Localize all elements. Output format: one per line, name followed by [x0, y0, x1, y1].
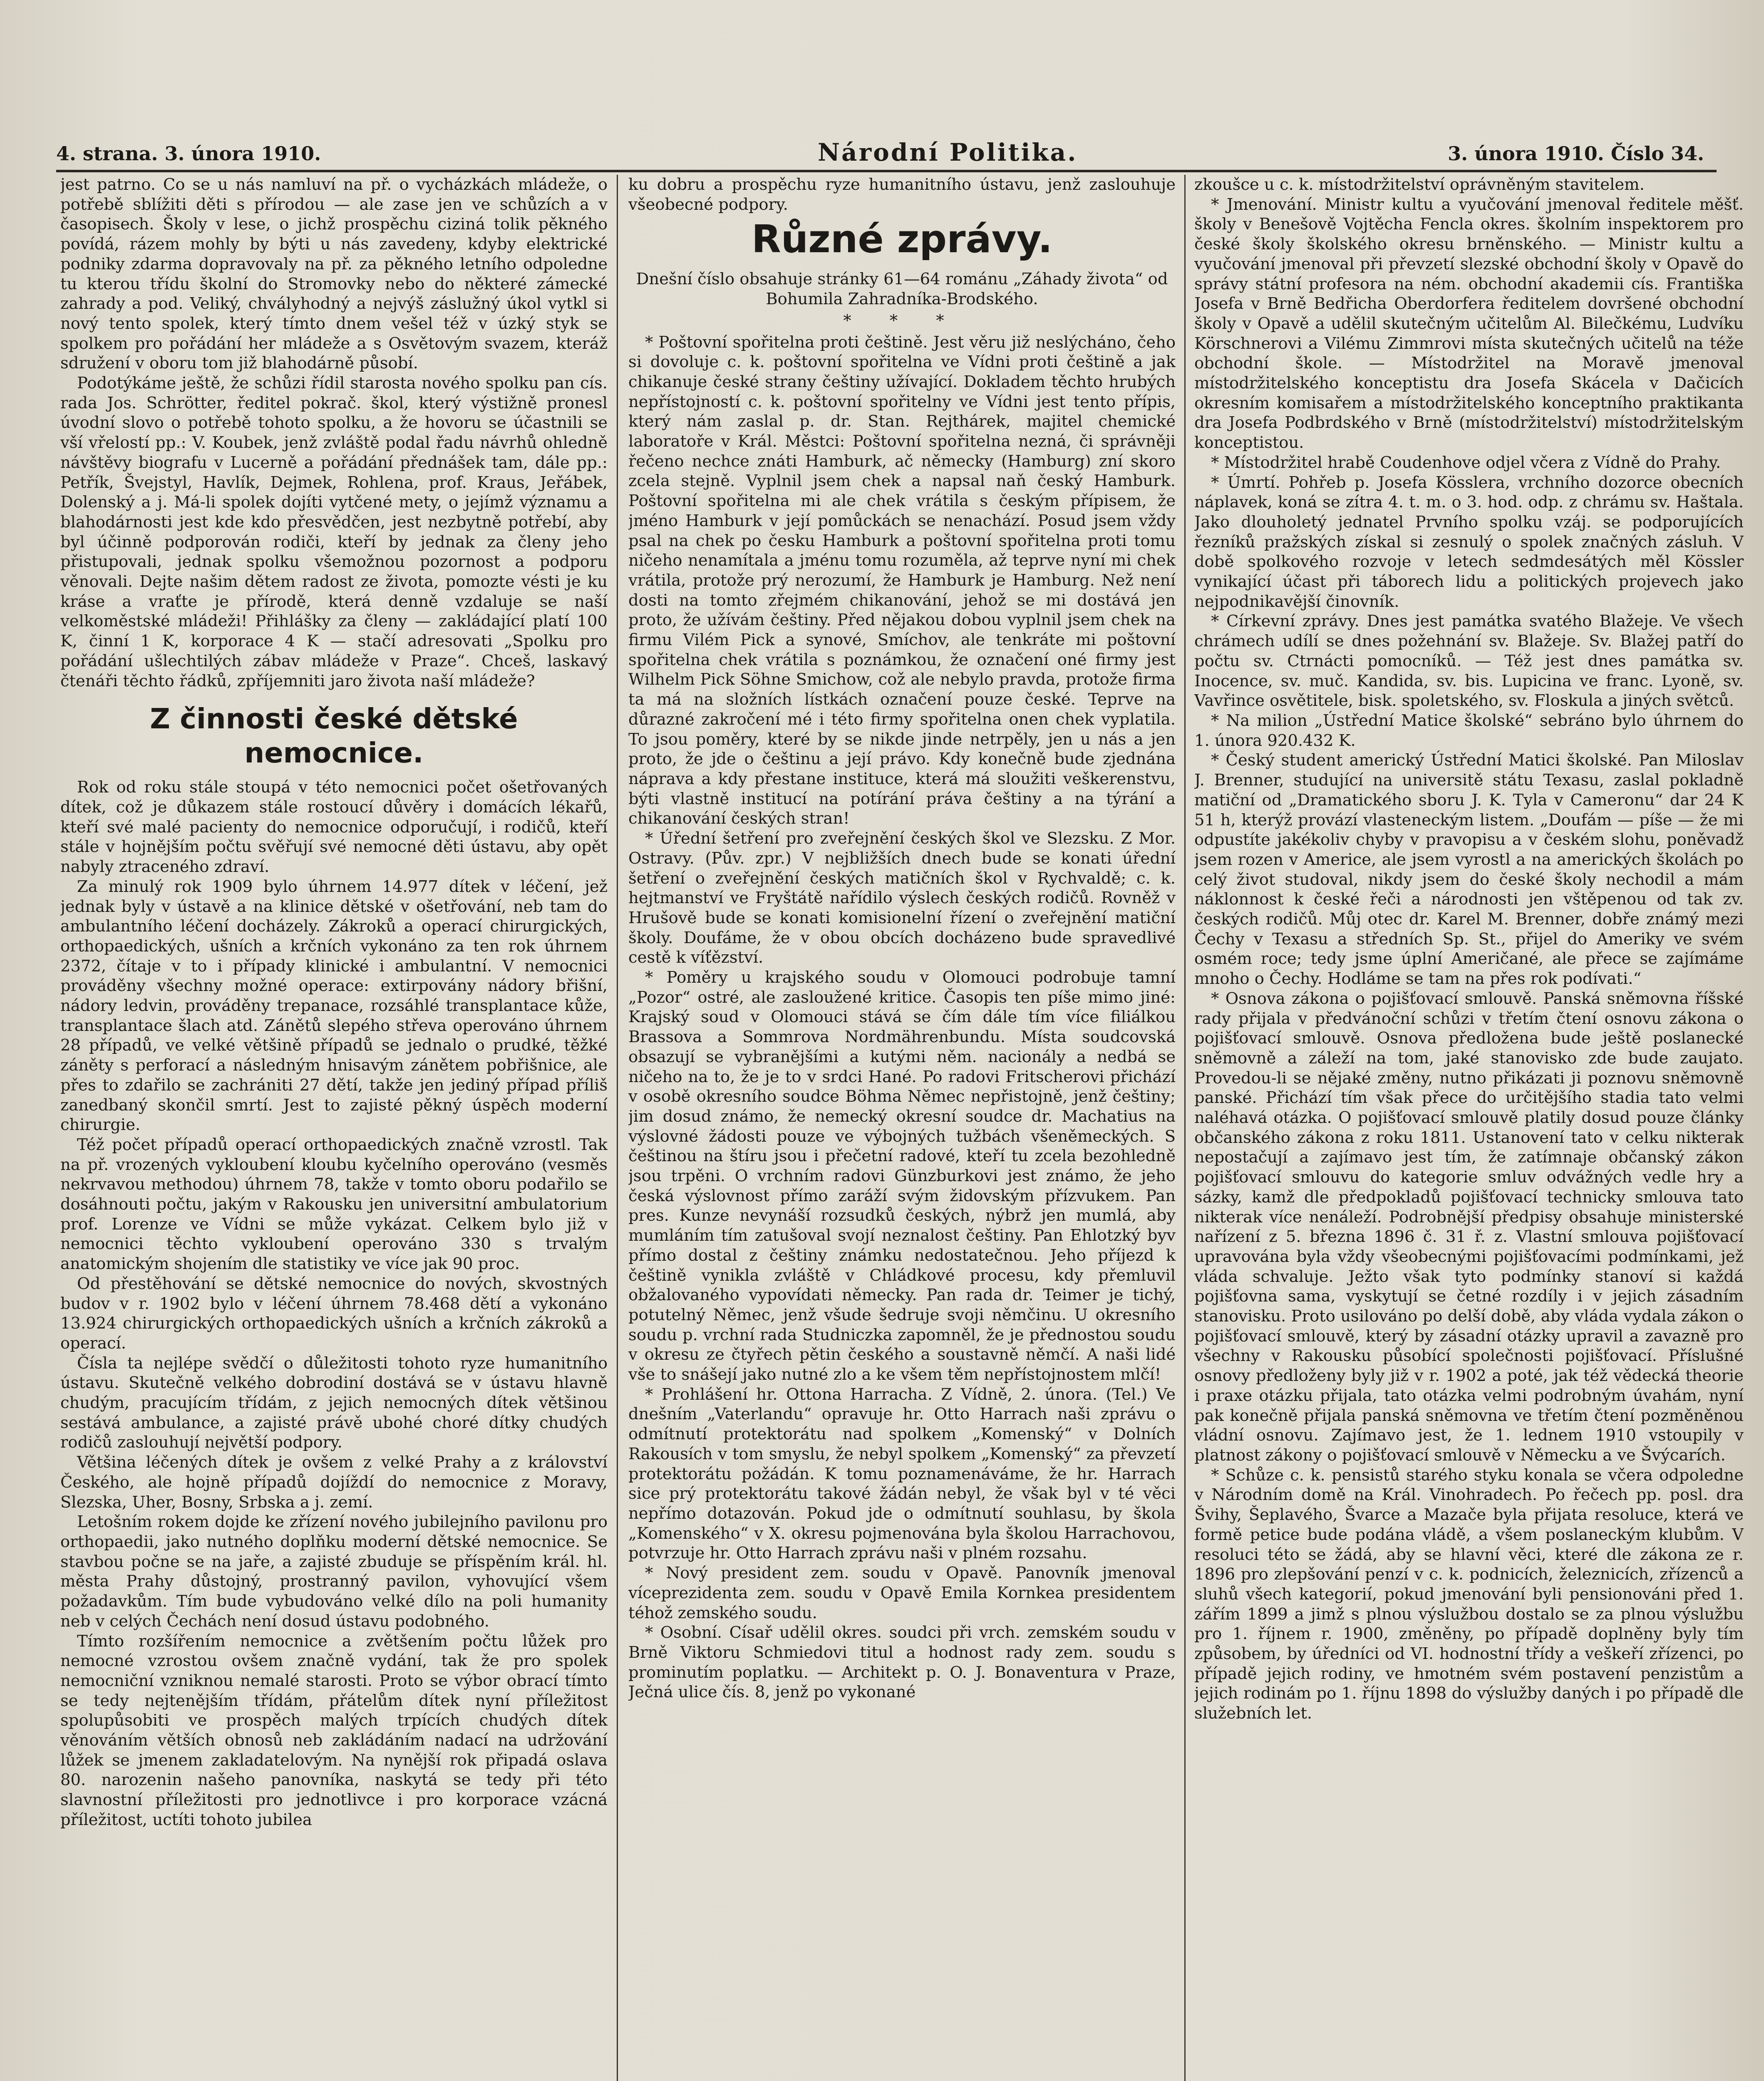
column-rule	[1184, 175, 1186, 2081]
lead-note: Dnešní číslo obsahuje stránky 61—64 románu „Záhady života“ od Bohumila Zahradníka-Brodského.	[636, 270, 1168, 309]
section-heading: Z činnosti české dětské nemocnice.	[150, 703, 518, 770]
news-item: * Úmrtí. Pohřeb p. Josefa Kösslera, vrchního dozorce obecních náplavek, koná se zítra 4. t. m. o 3. hod. odp. z chrámu sv. Haštala. Jako dlouholetý jednatel Prvního spolku vzáj. se podporujících řezníků pražských získal si zesnulý o spolek značných zásluh. V době spolkového rozvoje v letech sedmdesátých měl Kössler vynikající účast při táborech lidu a politických projevech jako nejpodnikavější činovník.	[1194, 473, 1744, 611]
news-item: * Církevní zprávy. Dnes jest památka svatého Blažeje. Ve všech chrámech udílí se dnes požehnání sv. Blažeje. Sv. Blažej patří do počtu sv. Ctrnácti pomocníků. — Též jest dnes památka sv. Inocence, sv. muč. Kandida, sv. bis. Lupicina ve franc. Lyoně, sv. Vavřince osvětitele, bisk. spoletského, sv. Floskula a jiných světců.	[1194, 612, 1744, 710]
article-paragraph: Tímto rozšířením nemocnice a zvětšením počtu lůžek pro nemocné vzrostou ovšem značně vydání, tak že pro spolek nemocniční vzniknou nemalé starosti. Proto se výbor obrací tímto se tedy nejtenějším třídám, přátelům dítek nyní příležitost spolupůsobiti ve prospěch malých trpících chudých dítek věnováním větších obnosů neb zakládáním nadací na udržování lůžek se jmenem zakladatelovým. Na nynější rok připadá oslava 80. narozenin našeho panovníka, naskytá se tedy při této slavnostní příležitosti pro jednotlivce i pro korporace vzácná příležitost, uctíti tohoto jubilea	[60, 1632, 608, 1829]
issue-date-number: 3. února 1910. Číslo 34.	[1448, 142, 1704, 165]
news-item: * Poměry u krajského soudu v Olomouci podrobuje tamní „Pozor“ ostré, ale zasloužené kritice. Časopis ten píše mimo jiné: Krajský soud v Olomouci stává se čím dále tím více filiálkou Brassova a Sommrova Nordmährenbundu. Místa soudcovská obsazují se vybranějšími a kutými něm. nacionály a nedbá se ničeho na to, že je to v srdci Hané. Po radovi Fritscherovi přichází v osobě okresního soudce Böhma Němec nepřistojně, jenž češtiny; jim dosud známo, že nemecký okresní soudce dr. Machatius na výslovné žádosti pouze ve výbojných tužbách všeněmeckých. S češtinou na štíru jsou i přečetní radové, kteří tu zcela bezohledně jsou trpěni. O vrchním radovi Günzburkovi jest známo, že jeho česká výslovnost přímo zaráží svým židovským přízvukem. Pan pres. Kunze nevynáší rozsudků českých, nýbrž jen mumlá, aby mumláním tím zatušoval svojí neznalost češtiny. Pan Ehlotzký byv přímo dostal z češtiny známku nedostatečnou. Jeho příjezd k češtině vynikla zvláště v Chládkové procesu, kdy přemluvil obžalovaného vypovídati německy. Pan rada dr. Teimer je tichý, potutelný Němec, jenž všude šedruje svoji němčinu. U okresního soudu p. vrchní rada Studniczka zapomněl, že je přednostou soudu v okresu ze čtyřech pětin českého a soustavně němčí. A naši lidé vše to snášejí jako nutné zlo a ke všem těm nepřístojnostem mlčí!	[628, 968, 1176, 1384]
article-paragraph: Letošním rokem dojde ke zřízení nového jubilejního pavilonu pro orthopaedii, jako nutného doplňku moderní dětské nemocnice. Se stavbou počne se na jaře, a zajisté zbuduje se příspěním král. hl. města Prahy důstojný, prostranný pavilon, vyhovující všem požadavkům. Tím bude vybudováno velké dílo na poli humanity neb v celých Čechách není dosud ústavu podobného.	[60, 1512, 608, 1631]
news-item: * Úřední šetření pro zveřejnění českých škol ve Slezsku. Z Mor. Ostravy. (Pův. zpr.) V nejbližších dnech bude se konati úřední šetření o zveřejnění českých matičních škol v Rychvaldě; c. k. hejtmanství ve Fryštátě nařídilo výslech českých rodičů. Rovněž v Hrušově bude se konati komisionelní řízení o zveřejnění matiční školy. Doufáme, že v obou obcích docházeno bude spravedlivé cestě k víťězství.	[628, 829, 1176, 967]
article-paragraph: jest patrno. Co se u nás namluví na př. o vycházkách mládeže, o potřebě sblížiti děti s přírodou — ale zase jen ve schůzích a v časopisech. Školy v lese, o jichž prospěchu ciziná tolik pěkného povídá, rázem mohly by býti u nás zavedeny, kdyby elektrické podniky zdarma dopravovaly na př. za pěkného letního odpoledne tu kterou třídu školní do Stromovky nebo do některé zámecké zahrady a pod. Veliký, chvályhodný a nejvýš záslužný úkol vytkl si nový tento spolek, který tímto dnem vešel též v úzký styk se spolkem pro pořádání her mládeže a s Osvětovým svazem, kteráž sdružení v oboru tom již blahodárně působí.	[60, 175, 608, 373]
news-item: * Jmenování. Ministr kultu a vyučování jmenoval ředitele měšť. školy v Benešově Vojtěcha Fencla okres. školním inspektorem pro české školy školského okresu brněnského. — Ministr kultu a vyučování jmenoval při převzetí slezské obchodní školy v Opavě do správy státní profesora na ném. obchodní akademii cís. Františka Josefa v Brně Bedřicha Oberdorfera ředitelem dovršené obchodní školy v Opavě a udělil skutečným učitelům Al. Bilečkému, Ludvíku Körschnerovi a Vilému Zimmrovi místa skutečných učitelů na téže obchodní škole. — Místodržitel na Moravě jmenoval místodržitelského konceptistu dra Josefa Skácela v Dačicích okresním komisařem a místodržitelského konceptního praktikanta dra Josefa Podbrdského v Brně (místodržitelství) místodržitelským konceptistou.	[1194, 195, 1744, 452]
newspaper-title: Národní Politika.	[818, 138, 1078, 166]
news-item: * Prohlášení hr. Ottona Harracha. Z Vídně, 2. února. (Tel.) Ve dnešním „Vaterlandu“ opravuje hr. Otto Harrach naši zprávu o odmítnutí protektorátu nad spolkem „Komenský“ v Dolních Rakousích v tom smyslu, že nebyl spolkem „Komenský“ za převzetí protektorátu požádán. K tomu poznamenáváme, že hr. Harrach sice prý protektorátu takové žádán nebyl, že však byl v té věci nepřímo dotazován. Pokud jde o odmítnutí souhlasu, by škola „Komenského“ v X. okresu pojmenována byla školou Harrachovou, potvrzuje hr. Otto Harrach zprávu naši v plném rozsahu.	[628, 1385, 1176, 1563]
column-rule	[617, 175, 618, 2081]
article-paragraph: Podotýkáme ještě, že schůzi řídil starosta nového spolku pan cís. rada Jos. Schrötter, ředitel pokrač. škol, který výstižně pronesl úvodní slovo o potřebě tohoto spolku, a že hovoru se účastnili se vší vřelostí pp.: V. Koubek, jenž zvláště podal řadu návrhů ohledně návštěvy biografu v Lucerně a pořádání přednášek tam, dále pp.: Petřík, Švejstyl, Havlík, Dejmek, Rohlena, prof. Kraus, Jeřábek, Dolenský a j. Má-li spolek dojíti vytčené mety, o jejímž významu a blahodárnosti jest kde kdo přesvědčen, jest nezbytně potřebí, aby byl účinně podporován rodiči, kteří by jednak za členy jeho přistupovali, jednak spolku všemožnou pozornost a podporu věnovali. Dejte našim dětem radost ze života, pomozte vésti je ku kráse a vraťte je přírodě, která denně vzdaluje se naší velkoměstské mládeži! Přihlášky za členy — zakládající platí 100 K, činní 1 K, korporace 4 K — stačí adresovati „Spolku pro pořádání ušlechtilých zábav mládeže v Praze“. Chceš, laskavý čtenáři těchto řádků, zpříjemniti jaro života naší mládeže?	[60, 374, 608, 690]
news-item: * Místodržitel hrabě Coudenhove odjel včera z Vídně do Prahy.	[1211, 453, 1721, 472]
page-header	[56, 132, 1717, 172]
article-paragraph: Od přestěhování se dětské nemocnice do nových, skvostných budov v r. 1902 bylo v léčení úhrnem 78.468 dětí a vykonáno 13.924 chirurgických orthopaedických ušních a krčních zákroků a operací.	[60, 1274, 608, 1353]
separator-stars: * * *	[843, 311, 961, 330]
article-paragraph: Též počet případů operací orthopaedických značně vzrostl. Tak na př. vrozených vykloubení kloubu kyčelního operováno (vesměs nekrvavou methodou) úhrnem 78, takže v tomto oboru podařilo se dosáhnouti počtu, jakým v Rakousku jen universitní ambulatorium prof. Lorenze ve Vídni se může vykázat. Celkem bylo již v nemocnici těchto vykloubení operováno 330 s trvalým anatomickým shojením dle statistiky ve více jak 90 proc.	[60, 1135, 608, 1274]
article-paragraph: zkoušce u c. k. místodržitelství oprávněným stavitelem.	[1194, 175, 1645, 194]
page-number-date: 4. strana. 3. února 1910.	[56, 142, 321, 165]
news-item: * Osnova zákona o pojišťovací smlouvě. Panská sněmovna říšské rady přijala v předvánoční schůzi v třetím čtení osnovu zákona o pojišťovací smlouvě. Osnova předložena bude ještě poslanecké sněmovně a záleží na tom, jaké stanovisko zde bude zaujato. Provedou-li se nějaké změny, nutno přikázati ji poznovu sněmovně panské. Přichází tím však přece do určitějšího stadia tato velmi naléhavá otázka. O pojišťovací smlouvě platily dosud pouze články občanského zákona z roku 1811. Ustanovení tato v celku nikterak nepostačují a zajímavo jest tím, že zatímnaje občanský zákon pojišťovací smlouvu do kategorie smluv odvážných vedle hry a sázky, kamž dle předpokladů pojišťovací technicky smlouva tato nikterak více nenáleží. Podrobnější předpisy obsahuje ministerské nařízení z 5. března 1896 č. 31 ř. z. Vlastní smlouva pojišťovací upravována byla vždy všeobecnými pojišťovacími podmínkami, jež vláda schvaluje. Ježto však tyto podmínky stanoví si každá pojišťovna sama, vyskytují se četné rozdíly i v jejich zásadním stanovisku. Proto usilováno po delší době, aby vláda vydala zákon o pojišťovací smlouvě, který by zásadní otázky upravil a zavazně pro všechny v Rakousku působící společnosti pojišťovací. Příslušné osnovy předloženy byly již v r. 1902 a poté, jak též vědecká theorie i praxe otázku přijala, tato otázka velmi podrobným úvahám, nyní pak konečně přijala panská sněmovna ve třetím čtení pozměněnou vládní osnovu. Zajímavo jest, že 1. lednem 1910 vstoupily v platnost zákony o pojišťovací smlouvě v Německu a ve Švýcarích.	[1194, 989, 1744, 1465]
column-1	[60, 175, 608, 2081]
article-paragraph: Rok od roku stále stoupá v této nemocnici počet ošetřovaných dítek, což je důkazem stále rostoucí důvěry i domácích lékařů, kteří své malé pacienty do nemocnice odporučují, i rodičů, kteří stále v hojnějším počtu svěřují své nemocné děti ústavu, aby opět nabyly ztraceného zdraví.	[60, 778, 608, 877]
news-item: * Osobní. Císař udělil okres. soudci při vrch. zemském soudu v Brně Viktoru Schmiedovi titul a hodnost rady zem. soudu s prominutím poplatku. — Architekt p. O. J. Bonaventura v Praze, Ječná ulice čís. 8, jenž po vykonané	[628, 1623, 1176, 1702]
section-heading: Různé zprávy.	[751, 217, 1053, 262]
column-2	[628, 175, 1176, 2081]
article-paragraph: ku dobru a prospěchu ryze humanitního ústavu, jenž zaslouhuje všeobecné podpory.	[628, 175, 1176, 214]
news-item: * Na milion „Ústřední Matice školské“ sebráno bylo úhrnem do 1. února 920.432 K.	[1194, 711, 1744, 750]
news-item: * Poštovní spořitelna proti češtině. Jest věru již neslýcháno, čeho si dovoluje c. k. poštovní spořitelna ve Vídni proti češtině a jak chikanuje české strany češtiny užívající. Dokladem těchto hrubých nepřístojností c. k. poštovní spořitelny ve Vídni jest tento přípis, který nám zaslal p. dr. Stan. Rejthárek, majitel chemické laboratoře v Král. Městci: Poštovní spořitelna nezná, či správněji řečeno nechce znáti Hamburk, ač německy (Hamburg) zní skoro zcela stejně. Vyplnil jsem chek a napsal naň český Hamburk. Poštovní spořitelna mi ale chek vrátila s českým přípisem, že jméno Hamburk v její pomůckách se nenachází. Posud jsem vždy psal na chek po česku Hamburk a poštovní spořitelna proti tomu ničeho nenamítala a jménu tomu rozuměla, až teprve nyní mi chek vrátila, protože prý nerozumí, že Hamburk je Hamburg. Než není dosti na tomto zřejmém chikanování, jehož se mi dostává jen proto, že užívám češtiny. Před nějakou dobou vyplnil jsem chek na firmu Vilém Pick a synové, Smíchov, ale tenkráte mi poštovní spořitelna chek vrátila s poznámkou, že označení oné firmy jest Wilhelm Pick Söhne Smichow, což ale nebylo pravda, protože firma ta má na složních lístkách označení pouze české. Teprve na důrazné zakročení mé i této firmy spořitelna onen chek vyplatila. To jsou poměry, které by se nikde jinde netrpěly, jen u nás a jen proto, že jde o češtinu a její právo. Kdy konečně bude zjednána náprava a kdy přestane instituce, která má sloužiti veškerenstvu, býti vlastně institucí na potírání práva češtiny a na týrání a chikanování českých stran!	[628, 333, 1176, 828]
news-item: * Nový president zem. soudu v Opavě. Panovník jmenoval víceprezidenta zem. soudu v Opavě Emila Kornkea presidentem téhož zemského soudu.	[628, 1564, 1176, 1622]
news-item: * Český student americký Ústřední Matici školské. Pan Miloslav J. Brenner, studující na universitě státu Texasu, zaslal pokladně matiční od „Dramatického sboru J. K. Tyla v Cameronu“ dar 24 K 51 h, kterýž provází vlasteneckým listem. „Doufám — píše — že mi odpustíte jakékoliv chyby v pravopisu a v českém slohu, poněvadž jsem rozen v Americe, ale jsem vyrostl a na amerických školách po celý život studoval, nikdy jsem do české školy nechodil a mám náklonnost k české řeči a národnosti jen vštěpenou od tak zv. českých rodičů. Můj otec dr. Karel M. Brenner, dobře známý mezi Čechy v Texasu a středních Sp. St., přijel do Ameriky ve svém osmém roce; tedy jsme úplní Američané, ale přece se zajímáme mnoho o Čechy. Hodláme se tam na přes rok podívati.“	[1194, 751, 1744, 988]
article-paragraph: Čísla ta nejlépe svědčí o důležitosti tohoto ryze humanitního ústavu. Skutečně velkého dobrodiní dostává se v ústavu hlavně chudým, pracujícím třídám, z jejich nemocných dítek většinou sestává ambulance, a zajisté právě ubohé choré dítky chudých rodičů zaslouhují největší podpory.	[60, 1353, 608, 1452]
news-item: * Schůze c. k. pensistů starého styku konala se včera odpoledne v Národním domě na Král. Vinohradech. Po řečech pp. posl. dra Švihy, Šeplavého, Švarce a Mazače byla přijata resoluce, která ve formě petice bude podána vládě, a všem poslaneckým klubům. V resoluci této se žádá, aby se hlavní věci, které dle zákona ze r. 1896 pro zlepšování penzí v c. k. podnicích, železnicích, zřízenců a sluhů všech kategorií, pokud jmenování byli pensionováni před 1. zářím 1899 a jimž s plnou výslužbou dostalo se za plnou výslužbu pro 1. říjnem r. 1900, změněny, po případě doplněny byly tím způsobem, by úředníci od VI. hodnostní třídy a veškeří zřízenci, po případě jejich rodiny, ve hmotném svém postavení penzistům a jejich rodinám po 1. říjnu 1898 do výslužby daných i po případě dle služebních let.	[1194, 1465, 1744, 1723]
article-paragraph: Za minulý rok 1909 bylo úhrnem 14.977 dítek v léčení, jež jednak byly v ústavě a na klinice dětské v ošetřování, neb tam do ambulantního léčení docházely. Zákroků a operací chirurgických, orthopaedických, ušních a krčních vykonáno za ten rok úhrnem 2372, čítaje v to i případy klinické i ambulantní. V nemocnici prováděny všechny možné operace: extirpovány nádory břišní, nádory ledvin, prováděny trepanace, rozsáhlé transplantace kůže, transplantace šlach atd. Zánětů slepého střeva operováno úhrnem 28 případů, ve velké většině případů se jednalo o prudké, těžké záněty s perforací a následným hnisavým zánětem pobřišnice, ale přes to zdařilo se zachrániti 27 dětí, takže jen jediný případ příliš zanedbaný skončil smrtí. Jest to zajisté pěkný úspěch moderní chirurgie.	[60, 877, 608, 1135]
article-paragraph: Většina léčených dítek je ovšem z velké Prahy a z království Českého, ale hojně případů dojíždí do nemocnice z Moravy, Slezska, Uher, Bosny, Srbska a j. zemí.	[60, 1453, 608, 1512]
column-3	[1194, 175, 1744, 2081]
